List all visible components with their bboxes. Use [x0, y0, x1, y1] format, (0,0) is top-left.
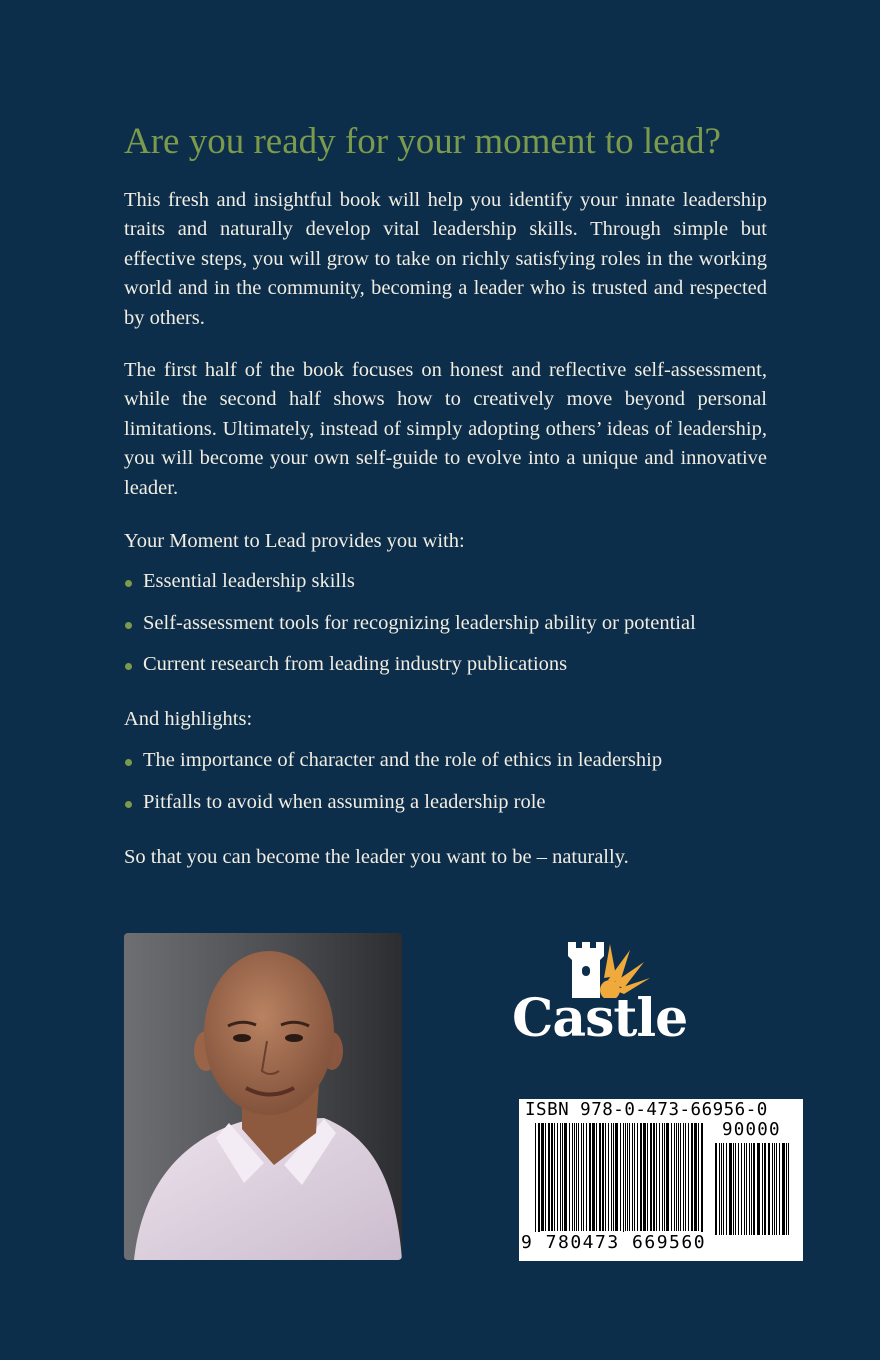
barcode-bar	[729, 1143, 732, 1235]
barcode-bar	[554, 1123, 555, 1231]
barcode-bar	[768, 1143, 770, 1235]
barcode-bar	[723, 1143, 724, 1235]
bullet-dot-icon	[125, 801, 132, 808]
barcode-bar	[629, 1123, 630, 1231]
barcode-bar	[744, 1143, 745, 1235]
barcode-bar	[592, 1123, 595, 1231]
barcode-bar	[576, 1123, 577, 1231]
price-code: 90000	[722, 1120, 781, 1140]
barcode-bar	[733, 1143, 734, 1235]
barcode-bar	[625, 1123, 626, 1231]
barcode-bar	[535, 1123, 536, 1235]
barcode-bar	[615, 1123, 618, 1231]
barcode-bar	[683, 1123, 684, 1231]
provides-list	[124, 567, 696, 692]
barcode-bar	[676, 1123, 677, 1231]
barcode-bar	[637, 1123, 638, 1231]
barcode-bar	[572, 1123, 573, 1231]
barcode-bar	[596, 1123, 597, 1231]
barcode-bar	[602, 1123, 604, 1231]
list-item	[124, 788, 662, 817]
barcode-bar	[726, 1143, 727, 1235]
barcode-bar	[634, 1123, 635, 1231]
barcode-bar	[650, 1123, 652, 1231]
barcode-bar	[551, 1123, 553, 1231]
barcode-bar	[557, 1123, 558, 1231]
barcode-bar	[772, 1143, 773, 1235]
barcode-bar	[753, 1143, 755, 1235]
barcode-bar	[698, 1123, 699, 1231]
barcode-bar	[776, 1143, 777, 1235]
bullet-dot-icon	[125, 580, 132, 587]
barcode-bar	[719, 1143, 720, 1235]
barcode-bar	[774, 1143, 775, 1235]
list-item	[124, 567, 696, 596]
barcode-bar	[788, 1143, 789, 1235]
bullet-dot-icon	[125, 759, 132, 766]
list-item-text: Self-assessment tools for recognizing leadership ability or potential	[143, 611, 696, 634]
barcode-bar	[611, 1123, 612, 1231]
barcode-bar	[589, 1123, 591, 1231]
barcode-bar	[779, 1143, 780, 1235]
barcode-bar	[562, 1123, 563, 1231]
barcode-bar	[782, 1143, 785, 1235]
barcode-bar	[751, 1143, 752, 1235]
barcode-bar	[715, 1143, 717, 1235]
barcode-bar	[746, 1143, 747, 1235]
barcode-bar	[548, 1123, 550, 1231]
barcode-bar	[599, 1123, 601, 1231]
list-item-text: The importance of character and the role of ethics in leadership	[143, 749, 663, 771]
blurb-paragraph-1: This fresh and insightful book will help you identify your innate leadership traits and naturally develop vital leadership skills. Through simple but effective steps, you will grow to take on richly satisfying roles in the working world and in the community, becoming a leader who is trusted and respected by others.	[124, 189, 767, 329]
barcode-bar	[685, 1123, 686, 1231]
barcode-bar	[741, 1143, 742, 1235]
barcode-bar	[694, 1123, 697, 1231]
highlights-list	[124, 746, 662, 829]
list-item	[124, 609, 696, 638]
barcode-bar	[749, 1143, 750, 1235]
isbn-label: ISBN 978-0-473-66956-0	[525, 1100, 768, 1120]
barcode-bar	[605, 1123, 606, 1231]
barcode-bar	[538, 1123, 540, 1235]
barcode-bar	[560, 1123, 561, 1231]
barcode-bar	[738, 1143, 739, 1235]
bullet-dot-icon	[125, 622, 132, 629]
publisher-logo	[512, 938, 688, 1056]
barcode-bar	[653, 1123, 655, 1231]
publisher-name: Castle	[512, 988, 688, 1049]
barcode-bar	[664, 1123, 665, 1231]
barcode-bar	[671, 1123, 672, 1231]
barcode-bar	[656, 1123, 657, 1231]
list-item-text: Pitfalls to avoid when assuming a leadership role	[143, 790, 546, 813]
barcode-bar	[586, 1123, 587, 1231]
provides-intro: Your Moment to Lead provides you with:	[124, 530, 465, 552]
barcode-bar	[608, 1123, 609, 1231]
barcode-bar	[545, 1123, 546, 1231]
author-portrait-illustration	[124, 933, 402, 1260]
barcode-bar	[735, 1143, 736, 1235]
barcode-bar	[786, 1143, 787, 1235]
barcode-bar	[574, 1123, 575, 1231]
barcode-bar	[632, 1123, 633, 1231]
barcode-bar	[662, 1123, 663, 1231]
barcode-bar	[678, 1123, 679, 1231]
bullet-dot-icon	[125, 663, 132, 670]
list-item	[124, 650, 696, 679]
barcode-bar	[627, 1123, 628, 1231]
barcode-bar	[764, 1143, 766, 1235]
barcode-bar	[541, 1123, 544, 1231]
ean-digits: 9 780473 669560	[521, 1232, 707, 1253]
barcode-bar	[613, 1123, 614, 1231]
barcode-bar	[647, 1123, 648, 1231]
barcode-bar	[721, 1143, 722, 1235]
barcode-bar	[583, 1123, 584, 1231]
closing-line: So that you can become the leader you want to be – naturally.	[124, 846, 629, 868]
author-photo	[124, 933, 402, 1260]
barcode-bar	[569, 1123, 570, 1231]
barcode-bar	[762, 1143, 763, 1235]
barcode-bar	[757, 1143, 760, 1235]
barcode-bar	[666, 1123, 669, 1231]
barcode-bar	[643, 1123, 646, 1231]
barcode-bar	[680, 1123, 681, 1231]
cover-headline: Are you ready for your moment to lead?	[124, 121, 721, 162]
highlights-intro: And highlights:	[124, 708, 253, 730]
blurb-paragraph-2: The first half of the book focuses on honest and reflective self-assessment, while the second half shows how to creatively move beyond personal limitations. Ultimately, instead of simply adopting others’ ideas of leadership, you will become your own self-guide to evolve into a unique and innovative leader.	[124, 359, 767, 499]
list-item-text: Essential leadership skills	[143, 570, 355, 592]
barcode-bar	[674, 1123, 675, 1231]
barcode-bar	[688, 1123, 689, 1231]
barcode-bar	[578, 1123, 579, 1231]
barcode-bar	[640, 1123, 642, 1231]
barcode-bar	[623, 1123, 624, 1235]
ean-barcode-bars	[535, 1123, 705, 1235]
barcode-bar	[691, 1123, 693, 1231]
barcode-bar	[581, 1123, 582, 1231]
barcode-bar	[620, 1123, 621, 1231]
list-item	[124, 746, 662, 775]
barcode-bar	[564, 1123, 567, 1231]
list-item-text: Current research from leading industry publications	[143, 653, 568, 675]
barcode-bar	[659, 1123, 660, 1231]
barcode-bar	[701, 1123, 703, 1235]
addon-barcode-bars	[715, 1143, 795, 1235]
